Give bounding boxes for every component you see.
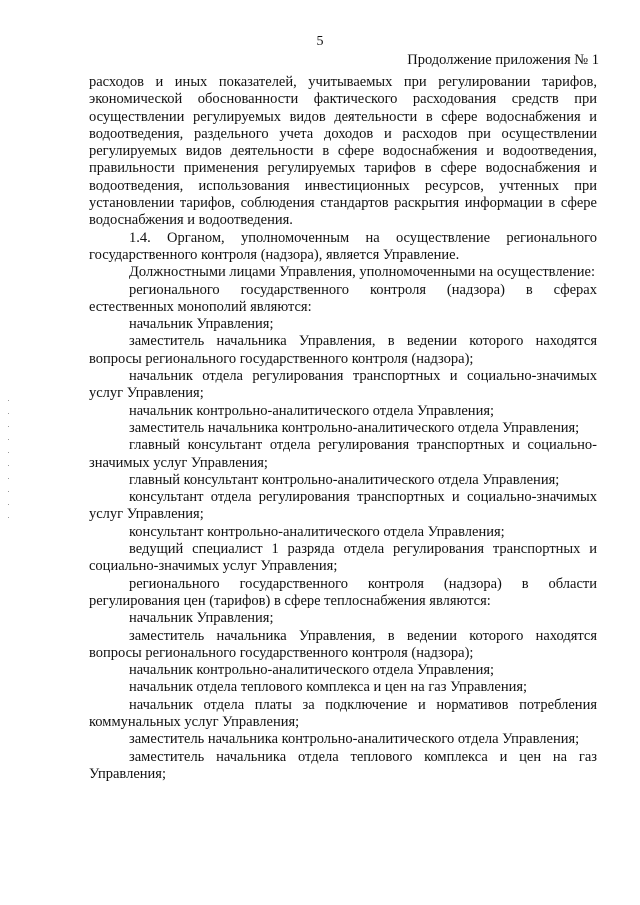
list-item: начальник контрольно-аналитического отдела Управления; xyxy=(129,402,495,419)
list-item: начальник контрольно-аналитического отдела Управления; xyxy=(129,662,495,679)
list-item: начальник отдела регулирования транспортных и социально-значимых услуг Управления; xyxy=(89,368,597,402)
list-item: начальник отдела платы за подключение и нормативов потребления коммунальных услуг Управления; xyxy=(89,696,597,730)
list-item: начальник Управления; xyxy=(129,316,274,333)
paragraph: регионального государственного контроля (надзора) в сферах естественных монополий являются: xyxy=(89,281,597,315)
appendix-continuation-note: Продолжение приложения № 1 xyxy=(407,52,599,68)
paragraph: Должностными лицами Управления, уполномоченными на осуществление: xyxy=(129,264,595,281)
list-item: заместитель начальника отдела теплового комплекса и цен на газ Управления; xyxy=(89,748,597,782)
list-item: начальник отдела теплового комплекса и цен на газ Управления; xyxy=(129,679,528,696)
page-number: 5 xyxy=(316,34,324,49)
list-item: заместитель начальника Управления, в ведении которого находятся вопросы регионального государственного контроля (надзора); xyxy=(89,627,597,661)
list-item: главный консультант контрольно-аналитического отдела Управления; xyxy=(129,471,560,488)
paragraph: 1.4. Органом, уполномоченным на осуществление регионального государственного контроля (надзора), является Управление. xyxy=(89,229,597,263)
list-item: заместитель начальника Управления, в ведении которого находятся вопросы регионального государственного контроля (надзора); xyxy=(89,333,597,367)
list-item: консультант контрольно-аналитического отдела Управления; xyxy=(129,523,505,540)
paragraph: расходов и иных показателей, учитываемых при регулировании тарифов, экономической обоснованности фактического расходования средств при осуществлении регулируемых видов деятельности в сфере водоснабжения и водоотведения, раздельного учета доходов и расходов при осуществлении регулируемых видов деятельности в сфере водоснабжения и водоотведения, правильности применения регулируемых тарифов в сфере водоснабжения и водоотведения, использования инвестиционных ресурсов, учтенных при установлении тарифов, соблюдения стандартов раскрытия информации в сфере водоснабжения и водоотведения. xyxy=(89,74,597,229)
document-body xyxy=(89,74,597,783)
list-item: заместитель начальника контрольно-аналитического отдела Управления; xyxy=(129,731,580,748)
scan-edge-marks xyxy=(8,400,10,540)
paragraph: регионального государственного контроля (надзора) в области регулирования цен (тарифов) в сфере теплоснабжения являются: xyxy=(89,575,597,609)
list-item: главный консультант отдела регулирования транспортных и социально-значимых услуг Управления; xyxy=(89,437,597,471)
list-item: консультант отдела регулирования транспортных и социально-значимых услуг Управления; xyxy=(89,489,597,523)
list-item: начальник Управления; xyxy=(129,610,274,627)
list-item: ведущий специалист 1 разряда отдела регулирования транспортных и социально-значимых услуг Управления; xyxy=(89,541,597,575)
list-item: заместитель начальника контрольно-аналитического отдела Управления; xyxy=(129,419,580,436)
